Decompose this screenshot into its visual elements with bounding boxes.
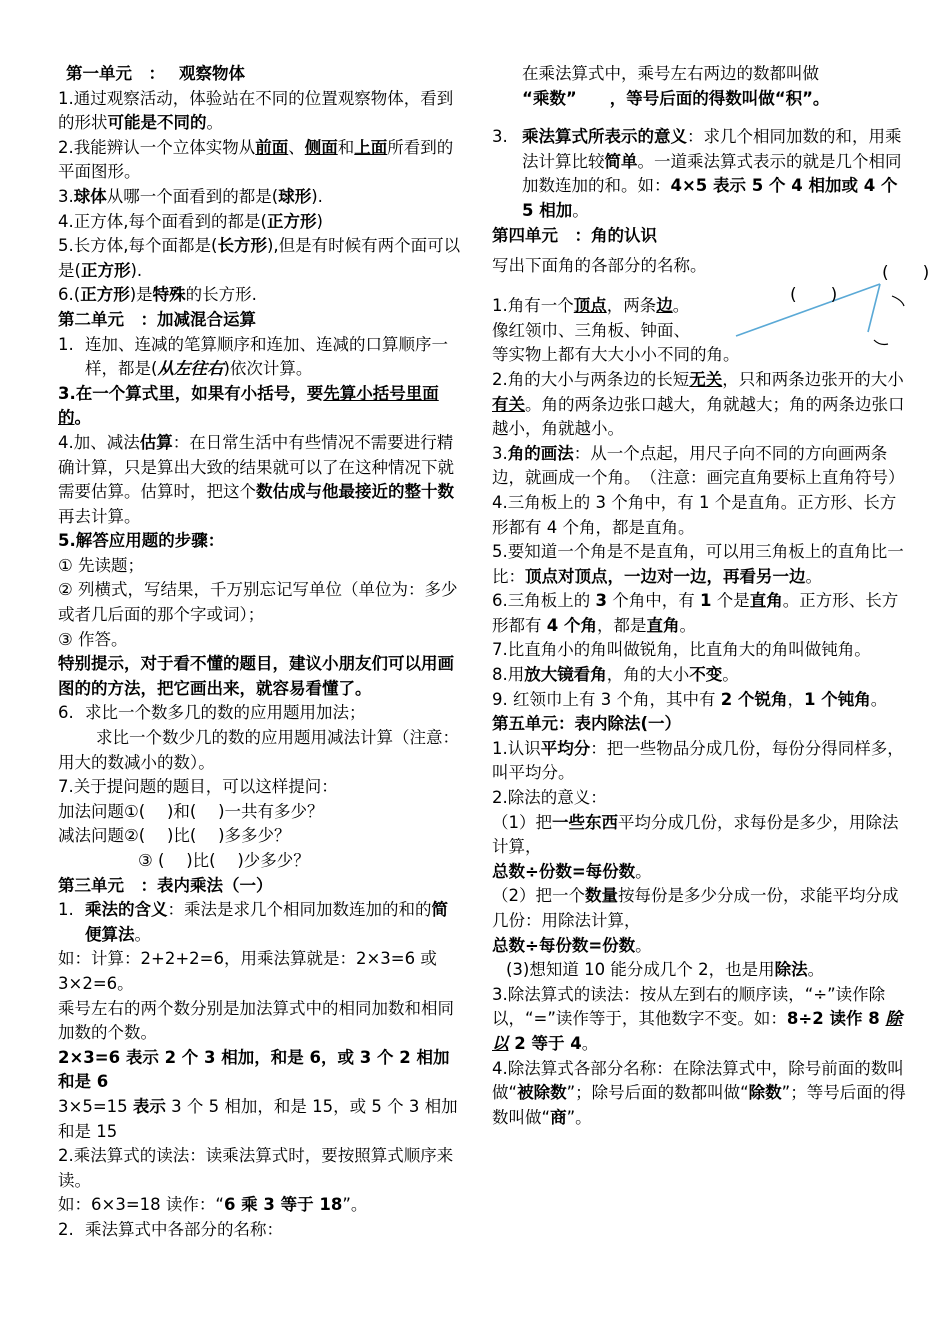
unit3-example3: 3×5=15 表示 3 个 5 相加，和是 15，或 5 个 3 相加和是 15: [58, 1096, 458, 1141]
unit2-title: 第二单元 ：加减混合运算: [58, 309, 256, 329]
unit4-point1-line3: 等实物上都有大大小小不同的角。: [492, 345, 740, 365]
unit3-point2b-cont: 在乘法算式中，乘号左右两边的数都叫做 “乘数” ，等号后面的得数叫做“积”。: [522, 64, 830, 108]
unit2-point6-cont: 求比一个数少几的数的应用题用减法计算（注意：用大的数减小的数）。: [58, 728, 459, 772]
unit2-point5-title: 5.解答应用题的步骤：: [58, 531, 225, 551]
angle-edge-2: [868, 284, 880, 332]
angle-label-vertex: ( ): [882, 263, 930, 283]
unit4-point9: 9. 红领巾上有 3 个角，其中有 2 个锐角，1 个钝角。: [492, 689, 888, 709]
unit1-point3: 3.球体从哪一个面看到的都是(球形).: [58, 186, 323, 206]
angle-diagram: [730, 262, 942, 358]
unit4-intro: 写出下面角的各部分的名称。: [492, 256, 707, 276]
unit4-point7: 7.比直角小的角叫做锐角，比直角大的角叫做钝角。: [492, 640, 871, 660]
unit1-point4: 4.正方体,每个面看到的都是(正方形): [58, 211, 323, 231]
unit2-point7: 7.关于提问题的题目，可以这样提问：: [58, 777, 338, 797]
unit3-example1: 如：计算：2+2+2=6，用乘法算就是：2×3=6 或 3×2=6。: [58, 949, 437, 993]
unit1-point5: 5.长方体,每个面都是(长方形),但是有时候有两个面可以是(正方形).: [58, 236, 461, 280]
unit3-sides: 乘号左右的两个数分别是加法算式中的相同加数和相同加数的个数。: [58, 998, 454, 1043]
unit5-meaning2: （2）把一个数量按每份是多少分成一份，求能平均分成几份：用除法计算，: [492, 886, 899, 930]
unit5-formula2: 总数÷每份数=份数。: [492, 935, 652, 955]
unit1-title: 第一单元 ： 观察物体: [66, 64, 245, 83]
unit3-example2: 2×3=6 表示 2 个 3 相加，和是 6，或 3 个 2 相加和是 6: [58, 1047, 450, 1092]
unit5-meaning3: (3)想知道 10 能分成几个 2，也是用除法。: [506, 960, 825, 980]
unit4-point5: 5.要知道一个角是不是直角，可以用三角板上的直角比一比：顶点对顶点，一边对一边，再看另一边。: [492, 542, 904, 586]
unit1-point2: 2.我能辨认一个立体实物从前面、侧面和上面所看到的平面图形。: [58, 137, 454, 182]
angle-label-bottom-mark: [874, 340, 888, 345]
unit2-step2: ② 列横式，写结果，千万别忘记写单位（单位为：多少或者几后面的那个字或词）；: [58, 580, 458, 625]
unit5-meaning1: （1）把一些东西平均分成几份，求每份是多少，用除法计算，: [492, 812, 899, 857]
unit2-question2: 减法问题②( )比( )多多少？: [58, 826, 291, 846]
unit3-point3: 3. 乘法算式所表示的意义：求几个相同加数的和，用乘法计算比较简单。一道乘法算式表示的就是几个相同加数连加的和。如：4×5 表示 5 个 4 相加或 4 个 5 相加。: [492, 127, 902, 220]
left-column: [58, 62, 462, 1243]
right-column: [492, 62, 910, 1130]
unit4-point1-line2: 像红领巾、三角板、钟面、: [492, 320, 690, 340]
unit2-step1: ① 先读题；: [58, 555, 145, 575]
unit2-question1: 加法问题①( )和( )一共有多少？: [58, 801, 324, 821]
unit5-point3: 3.除法算式的读法：按从左到右的顺序读，“÷”读作除以，“=”读作等于，其他数字不变。如：8÷2 读作 8 除以 2 等于 4。: [492, 984, 902, 1053]
spacer: [492, 111, 910, 125]
unit5-title: 第五单元：表内除法(一）: [492, 714, 682, 734]
unit5-point2: 2.除法的意义：: [492, 788, 607, 808]
unit1-point6: 6.(正方形)是特殊的长方形.: [58, 285, 257, 305]
unit4-point4: 4.三角板上的 3 个角中，有 1 个是直角。正方形、长方形都有 4 个角，都是直角。: [492, 492, 897, 537]
unit3-point2: 2.乘法算式的读法：读乘法算式时，要按照算式顺序来读。: [58, 1146, 454, 1190]
unit4-title: 第四单元 ：角的认识: [492, 225, 657, 245]
unit5-point4: 4.除法算式各部分名称：在除法算式中，除号前面的数叫做“被除数”；除号后面的数都叫做“除数”；等号后面的得数叫做“商”。: [492, 1058, 906, 1127]
unit4-point1: 1.角有一个顶点，两条边。: [492, 296, 690, 316]
unit2-point6: 6. 求比一个数多几的数的应用题用加法；: [58, 703, 366, 723]
unit2-tip: 特别提示，对于看不懂的题目，建议小朋友们可以用画图的的方法，把它画出来，就容易看懂了。: [58, 654, 454, 698]
unit3-point2b: 2. 乘法算式中各部分的名称：: [58, 1219, 283, 1239]
unit4-point2: 2.角的大小与两条边的长短无关，只和两条边张开的大小有关。角的两条边张口越大，角就越大；角的两条边张口越小，角就越小。: [492, 369, 905, 439]
unit2-question3: ③ ( )比( )少多少？: [138, 851, 310, 870]
unit3-point1: 1. 乘法的含义：乘法是求几个相同加数连加的和的简便算法。: [58, 900, 448, 944]
unit4-point3: 3.角的画法：从一个点起，用尺子向不同的方向画两条边，就画成一个角。 （注意：画完直角要标上直角符号）: [492, 443, 905, 488]
angle-label-side-mark: [892, 296, 904, 306]
unit2-step3: ③ 作答。: [58, 629, 128, 649]
unit2-point3: 3.在一个算式里，如果有小括号，要先算小括号里面的。: [58, 383, 439, 428]
angle-label-edge: ( ): [790, 285, 838, 305]
unit4-point6: 6.三角板上的 3 个角中，有 1 个是直角。正方形、长方形都有 4 个角，都是直角。: [492, 591, 899, 635]
unit3-example4: 如：6×3=18 读作：“6 乘 3 等于 18”。: [58, 1195, 368, 1215]
unit3-title: 第三单元 ：表内乘法（一）: [58, 875, 273, 895]
unit2-point4: 4.加、减法估算：在日常生活中有些情况不需要进行精确计算，只是算出大致的结果就可以了在这种情况下就需要估算。估算时，把这个数估成与他最接近的整十数再去计算。: [58, 432, 454, 526]
unit5-formula1: 总数÷份数=每份数。: [492, 861, 652, 881]
unit2-point1: 1. 连加、连减的笔算顺序和连加、连减的口算顺序一样，都是(从左往右)依次计算。: [58, 334, 448, 379]
unit1-point1: 1.通过观察活动，体验站在不同的位置观察物体，看到的形状可能是不同的。: [58, 88, 454, 133]
unit5-point1: 1.认识平均分：把一些物品分成几份，每份分得同样多，叫平均分。: [492, 738, 904, 783]
unit4-point8: 8.用放大镜看角，角的大小不变。: [492, 665, 739, 685]
